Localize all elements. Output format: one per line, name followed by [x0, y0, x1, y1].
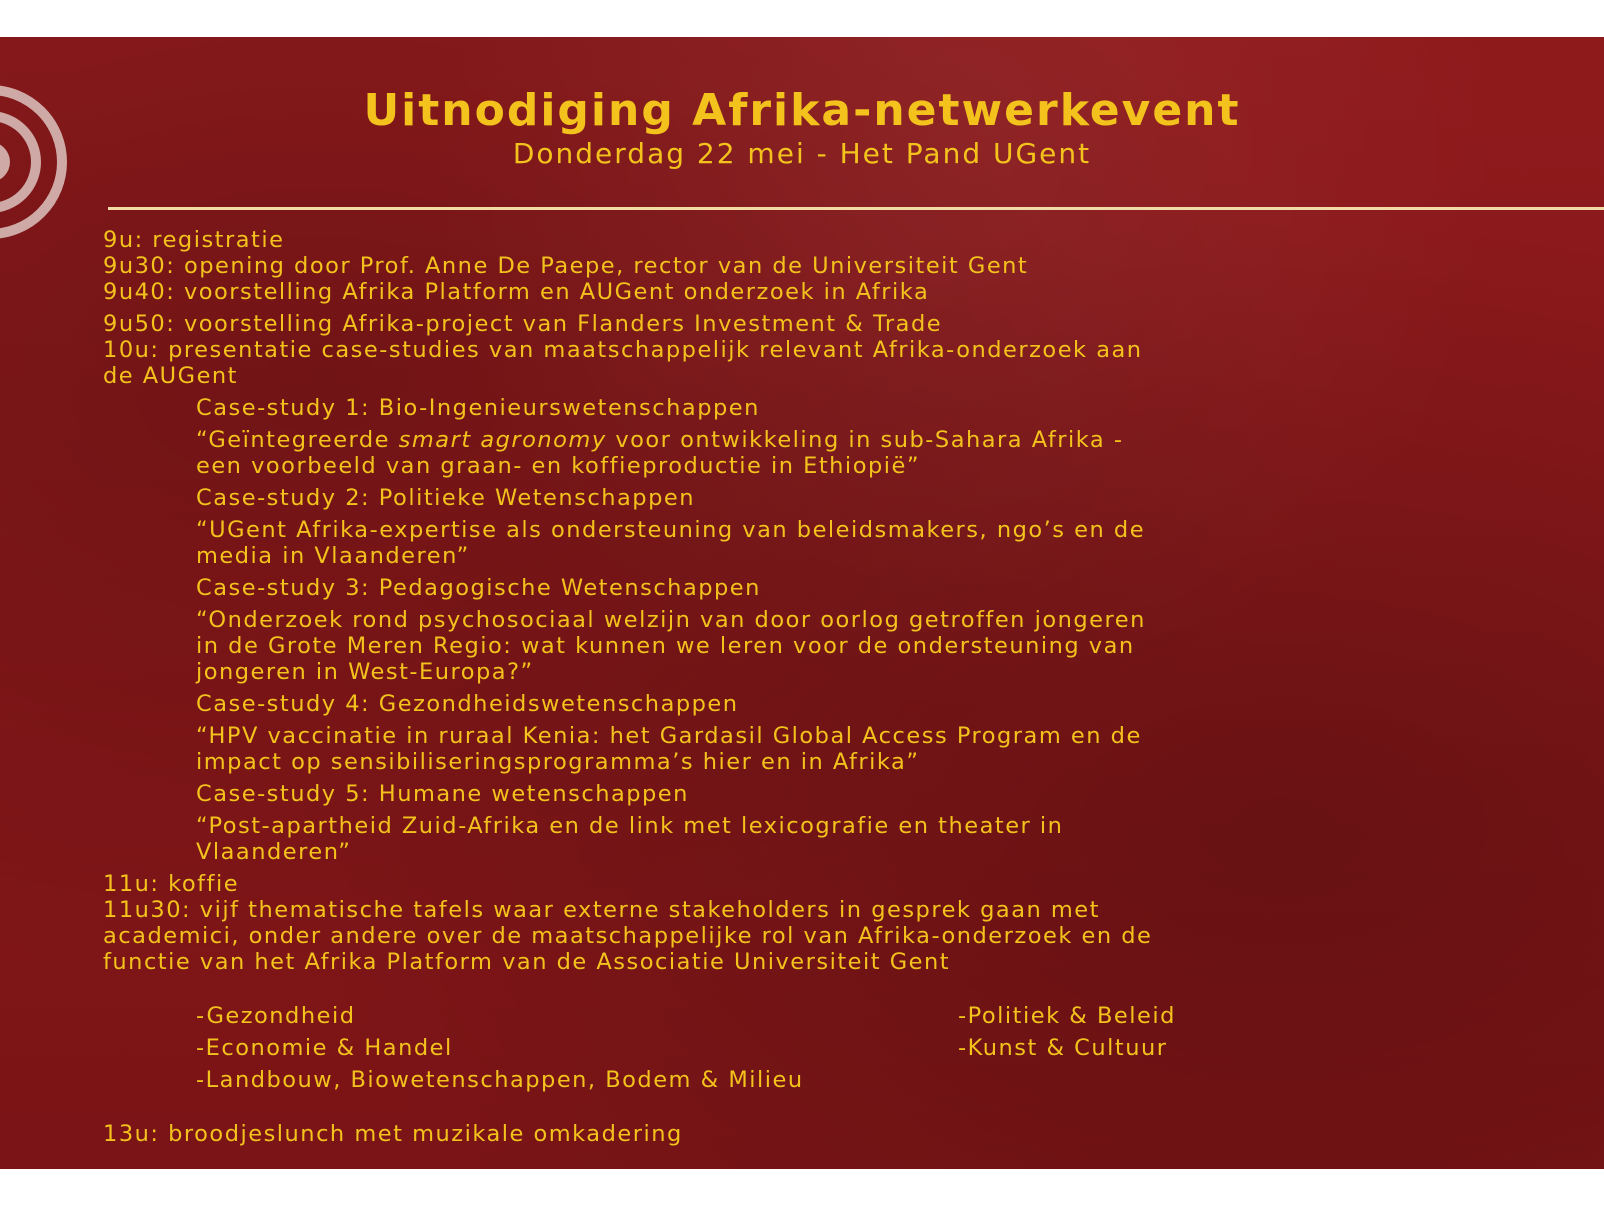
program-item: 13u: broodjeslunch met muzikale omkadering: [103, 1121, 683, 1147]
theme-item: -Economie & Handel: [196, 1035, 453, 1061]
program-item-cont: academici, onder andere over de maatschappelijke rol van Afrika-onderzoek en de: [103, 923, 1153, 949]
case-study-quote: “HPV vaccinatie in ruraal Kenia: het Gardasil Global Access Program en de: [196, 723, 1142, 749]
quote-text: “Geïntegreerde: [196, 427, 399, 453]
theme-row: [103, 1035, 1563, 1061]
case-study-quote: “Post-apartheid Zuid-Afrika en de link met lexicografie en theater in: [196, 813, 1064, 839]
case-study-quote: Vlaanderen”: [196, 839, 352, 865]
program-item: 9u40: voorstelling Afrika Platform en AUGent onderzoek in Afrika: [103, 279, 930, 305]
case-study-heading: Case-study 3: Pedagogische Wetenschappen: [196, 575, 761, 601]
case-study-quote: impact op sensibiliseringsprogramma’s hier en in Afrika”: [196, 749, 920, 775]
case-study-heading: Case-study 5: Humane wetenschappen: [196, 781, 689, 807]
case-study-heading: Case-study 2: Politieke Wetenschappen: [196, 485, 695, 511]
case-study-quote: een voorbeeld van graan- en koffieproductie in Ethiopië”: [196, 453, 920, 479]
quote-text: voor ontwikkeling in sub-Sahara Afrika -: [606, 427, 1124, 453]
program-item: 9u30: opening door Prof. Anne De Paepe, rector van de Universiteit Gent: [103, 253, 1029, 279]
case-study-quote: “Onderzoek rond psychosociaal welzijn van door oorlog getroffen jongeren: [196, 607, 1146, 633]
case-study-heading: Case-study 4: Gezondheidswetenschappen: [196, 691, 739, 717]
theme-item: -Kunst & Cultuur: [958, 1035, 1168, 1061]
program-list: [103, 227, 1563, 1147]
quote-emphasis: smart agronomy: [398, 427, 607, 453]
program-item: 11u30: vijf thematische tafels waar externe stakeholders in gesprek gaan met: [103, 897, 1100, 923]
invitation-panel: [0, 37, 1604, 1169]
page-subtitle: Donderdag 22 mei - Het Pand UGent: [512, 137, 1092, 170]
theme-item: -Politiek & Beleid: [958, 1003, 1176, 1029]
case-study-quote: “UGent Afrika-expertise als ondersteuning van beleidsmakers, ngo’s en de: [196, 517, 1146, 543]
case-study-quote: [103, 427, 1563, 453]
program-item: 9u50: voorstelling Afrika-project van Flanders Investment & Trade: [103, 311, 943, 337]
case-study-quote: in de Grote Meren Regio: wat kunnen we leren voor de ondersteuning van: [196, 633, 1135, 659]
case-study-quote: jongeren in West-Europa?”: [196, 659, 534, 685]
program-item-cont: de AUGent: [103, 363, 238, 389]
theme-item: -Gezondheid: [196, 1003, 356, 1029]
program-item-cont: functie van het Afrika Platform van de Associatie Universiteit Gent: [103, 949, 951, 975]
page-title: Uitnodiging Afrika-netwerkevent: [363, 85, 1241, 136]
theme-row: [103, 1003, 1563, 1029]
case-study-quote: media in Vlaanderen”: [196, 543, 470, 569]
program-item: 9u: registratie: [103, 227, 285, 253]
program-item: 11u: koffie: [103, 871, 240, 897]
theme-item: -Landbouw, Biowetenschappen, Bodem & Milieu: [196, 1067, 804, 1093]
program-item: 10u: presentatie case-studies van maatschappelijk relevant Afrika-onderzoek aan: [103, 337, 1143, 363]
divider-line: [108, 207, 1604, 210]
case-study-heading: Case-study 1: Bio-Ingenieurswetenschappen: [196, 395, 760, 421]
